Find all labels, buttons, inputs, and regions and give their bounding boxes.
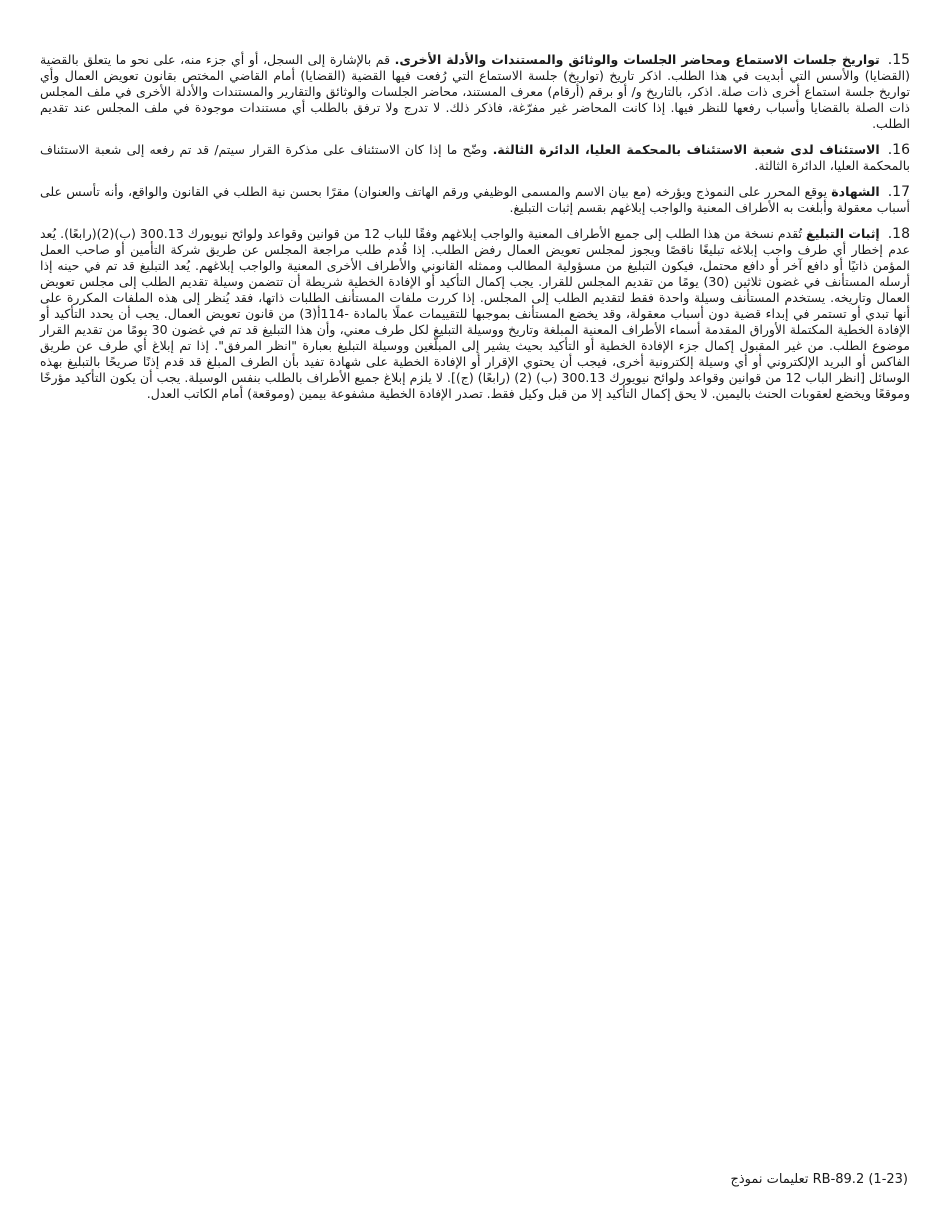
paragraph-17 xyxy=(40,184,910,216)
paragraph-title: الشهادة xyxy=(831,184,880,199)
paragraph-number: 17. xyxy=(887,184,910,200)
paragraph-number: 18. xyxy=(887,226,910,242)
paragraph-body: وضّح ما إذا كان الاستئناف على مذكرة القرار سيتم/ قد تم رفعه إلى شعبة الاستئناف بالمحكمة العليا، الدائرة الثالثة. xyxy=(40,142,910,173)
paragraph-number: 16. xyxy=(887,142,910,158)
page-footer xyxy=(730,1172,908,1187)
paragraph-16 xyxy=(40,142,910,174)
paragraph-18 xyxy=(40,226,910,402)
paragraph-number: 15. xyxy=(887,52,911,68)
paragraph-body: تُقدم نسخة من هذا الطلب إلى جميع الأطراف المعنية والواجب إبلاغهم وفقًا للباب 12 من قوانين وقواعد ولوائح نيويورك 300.13 (ب)(2)(رابعًا). يُعد عدم إخطار أي طرف واجب إبلاغه تبليغًا ناقصًا ويجوز لمجلس تعويض العمال رفض الطلب. إذا قُدم طلب مراجعة المجلس عن طريق شركة التأمين أو صاحب العمل المؤمن ذاتيًا أو دافع آخر أو دافع محتمل، فيكون التبليغ من مسؤولية المطالب وممثله القانوني والأطراف الأخرى المعنية والواجب إبلاغهم. يُعد التبليغ قد تم في حينه إذا أرسله المستأنف في غضون ثلاثين (30) يومًا من تقديم المجلس للقرار. يجب إكمال التأكيد أو الإفادة الخطية شريطة أن تتضمن وسيلة تقديم الطلب إلى مجلس تعويض العمال وتاريخه. يستخدم المستأنف وسيلة واحدة فقط لتقديم الطلب إلى المجلس. إذا كررت ملفات المستأنف الطلبات ذاتها، فقد يُنظر إلى هذه الملفات المكررة على أنها تبدي أو تستمر في إبداء قضية دون أسباب معقولة، وقد يخضع المستأنف بموجبها للتقييمات عملًا بالمادة -114أ(3) من قانون تعويض العمال. يجب أن يحدد التأكيد أو الإفادة الخطية المكتملة الأوراق المقدمة أسماء الأطراف المعنية المبلغة وتاريخ ووسيلة التبليغ لكل طرف معني، وأن هذا التبليغ قد تم في غضون 30 يومًا من تقديم القرار موضوع الطلب. من غير المقبول إكمال جزء الإفادة الخطية أو التأكيد بحيث يشير إلى المبلّغين ووسيلة التبليغ بعبارة "انظر المرفق". إذا تم إبلاغ أي طرف عن طريق الفاكس أو البريد الإلكتروني أو أي وسيلة إلكترونية أخرى، فيجب أن يحتوي الإقرار أو الإفادة الخطية على شهادة تفيد بأن الطرف المبلغ قد قدم إذنًا صريحًا بالتبليغ بهذه الوسائل [انظر الباب 12 من قوانين وقواعد ولوائح نيويورك 300.13 (ب) (2) (رابعًا) (ج)]. لا يلزم إبلاغ جميع الأطراف بالطلب بنفس الوسيلة. يجب أن يكون التأكيد مؤرخًا وموقعًا ويخضع لعقوبات الحنث باليمين. لا يحق إكمال التأكيد إلا من قبل وكيل فقط. تصدر الإفادة الخطية مشفوعة بيمين (وموقعة) أمام الكاتب العدل. xyxy=(40,226,910,401)
paragraph-body: قم بالإشارة إلى السجل، أو أي جزء منه، على نحو ما يتعلق بالقضية (القضايا) والأسس التي أبديت في هذا الطلب. اذكر تاريخ (تواريخ) جلسة الاستماع التي رُفعت فيها القضية (القضايا) أمام القاضي المختص بقانون تعويض العمال وأي تواريخ جلسة استماع أخرى ذات صلة. اذكر، بالتاريخ و/ أو برقم (أرقام) معرف المستند، محاضر الجلسات والوثائق والتقارير والمستندات والأدلة الأخرى في ملف المجلس ذات الصلة بالقضايا وأسباب رفعها للنظر فيها. إذا كانت المحاضر غير مفرّغة، فاذكر ذلك. لا تدرج ولا ترفق بالطلب أي مستندات موجودة في ملف المجلس عند تقديم الطلب. xyxy=(40,52,910,131)
instructions-body xyxy=(40,52,910,412)
paragraph-15 xyxy=(40,52,910,132)
paragraph-title: الاستئناف لدى شعبة الاستئناف بالمحكمة العليا، الدائرة الثالثة. xyxy=(492,142,880,157)
form-code: RB-89.2 (1-23) xyxy=(812,1172,908,1187)
paragraph-title: تواريخ جلسات الاستماع ومحاضر الجلسات والوثائق والمستندات والأدلة الأخرى. xyxy=(394,52,880,67)
footer-label: تعليمات نموذج xyxy=(730,1172,809,1187)
paragraph-body: يوقع المحرر على النموذج ويؤرخه (مع بيان الاسم والمسمى الوظيفي ورقم الهاتف والعنوان) مقرًا بحسن نية الطلب في القانون والواقع، وأنه تأسس على أسباب معقولة وأبلغت به الأطراف المعنية والواجب إبلاغهم بقسم إثبات التبليغ. xyxy=(40,184,910,215)
paragraph-title: إثبات التبليغ xyxy=(806,226,880,241)
